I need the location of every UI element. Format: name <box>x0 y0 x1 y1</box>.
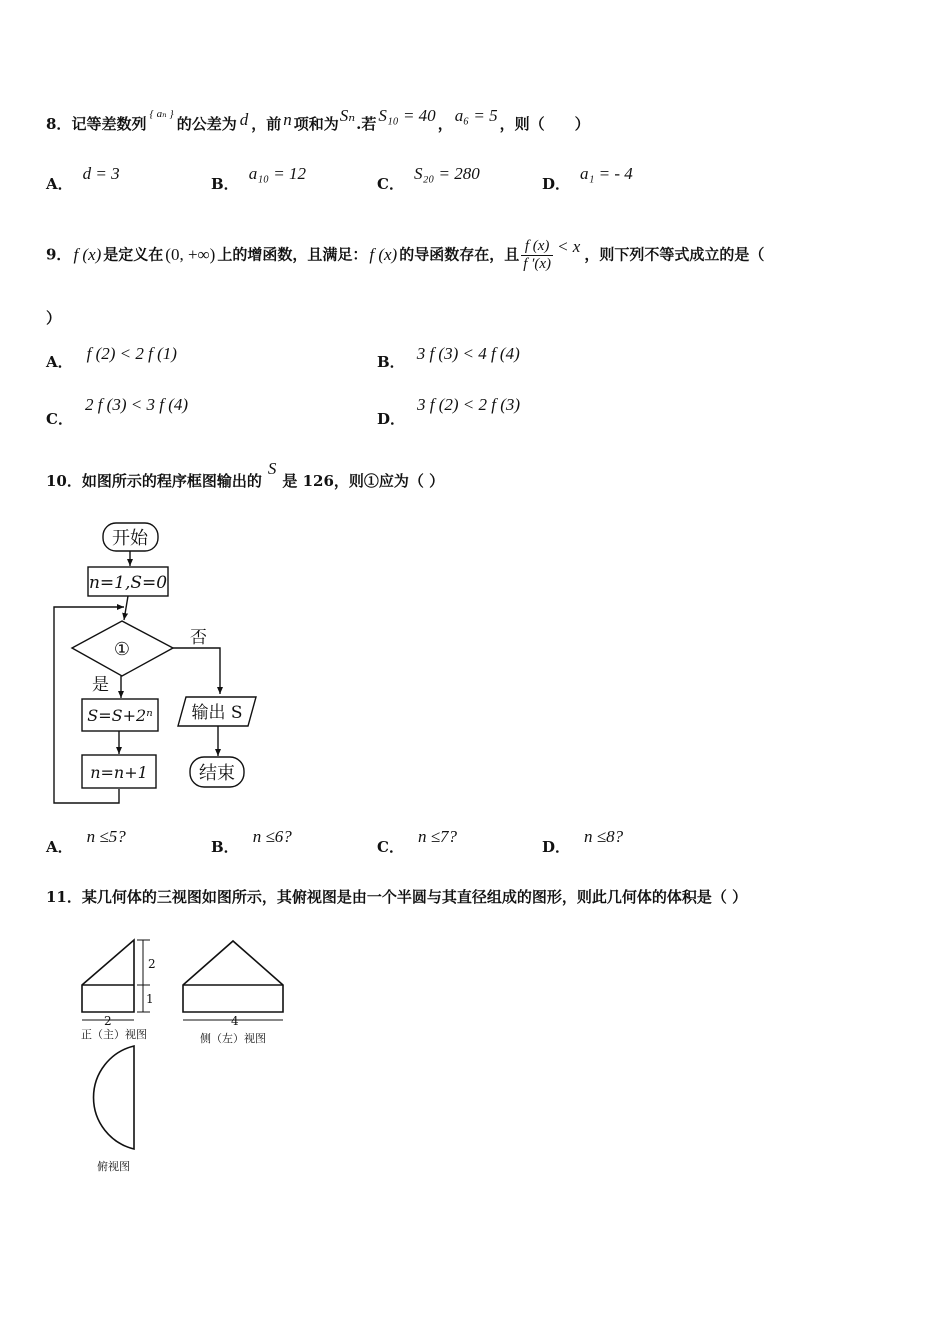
option-label: B． <box>211 838 239 856</box>
q8-n: n <box>283 110 292 129</box>
flow-end-label: 结束 <box>199 763 235 784</box>
q10-options <box>46 826 866 856</box>
option-value: 3 f (2) < 2 f (3) <box>417 395 521 414</box>
q9-text-3: 的导函数存在，且 <box>399 245 520 264</box>
option-label: C． <box>377 838 404 856</box>
q9-lt-x: < x <box>557 236 581 256</box>
q8-text-4: 项和为 <box>293 115 339 133</box>
dim-4-horizontal: 4 <box>231 1014 239 1028</box>
top-view-semicircle <box>94 1046 134 1149</box>
q10-option-c[interactable] <box>377 826 458 856</box>
q9-text-2: 上的增函数，且满足： <box>217 245 368 264</box>
flow-output-label: 输出 S <box>191 703 243 723</box>
option-value: 2 f (3) < 3 f (4) <box>84 395 189 414</box>
option-value: n ≤6? <box>252 827 292 846</box>
flow-step1-label: S=S+2ⁿ <box>87 706 153 725</box>
question-11-stem <box>46 886 747 907</box>
dim-2-vertical: 2 <box>148 957 156 971</box>
q11-number: 11． <box>46 888 82 906</box>
q8-cond2: a₆ = 5 <box>454 106 498 125</box>
q8-cond1: S₁₀ = 40 <box>378 106 436 125</box>
option-label: D． <box>542 838 571 856</box>
flow-no-branch <box>173 648 220 694</box>
side-view-label: 侧（左）视图 <box>200 1032 266 1045</box>
option-value: a₁₀ = 12 <box>248 164 306 183</box>
option-label: B． <box>211 175 239 193</box>
option-label: C． <box>46 410 73 428</box>
option-value: n ≤7? <box>417 827 458 846</box>
fraction-numerator: f (x) <box>521 238 553 256</box>
q8-text-1: 记等差数列 <box>71 115 147 133</box>
front-view-shape <box>82 940 134 1012</box>
option-value: n ≤5? <box>86 827 126 846</box>
q9-fx2: f (x) <box>369 244 398 264</box>
q8-comma: ， <box>437 115 453 133</box>
q8-text-3: ，前 <box>251 115 282 133</box>
top-view-label: 俯视图 <box>97 1160 130 1173</box>
option-label: D． <box>377 410 406 428</box>
option-label: B． <box>377 353 405 371</box>
q8-text-2: 的公差为 <box>176 115 237 133</box>
q8-text-5: .若 <box>356 115 377 133</box>
q8-d: d <box>239 110 249 129</box>
flow-init-label: n=1,S=0 <box>88 573 168 593</box>
option-label: D． <box>542 175 571 193</box>
q10-number: 10． <box>46 472 82 490</box>
q9-text-4: ，则下列不等式成立的是（ <box>584 245 765 264</box>
option-label: A． <box>46 175 73 193</box>
flow-no-label: 否 <box>190 628 207 648</box>
front-view-label: 正（主）视图 <box>81 1028 147 1041</box>
option-label: C． <box>377 175 404 193</box>
flow-start-label: 开始 <box>112 528 148 549</box>
option-value: 3 f (3) < 4 f (4) <box>416 344 520 363</box>
q10-text-2: 是 126，则①应为（ ） <box>282 472 445 490</box>
q10-text-1: 如图所示的程序框图输出的 <box>81 472 262 490</box>
q9-close-paren: ） <box>46 309 62 327</box>
flow-arrow <box>124 596 128 620</box>
q10-option-a[interactable] <box>46 826 126 856</box>
q9-number: 9． <box>46 245 72 264</box>
dim-2-horizontal: 2 <box>104 1014 112 1028</box>
option-value: d = 3 <box>82 164 120 183</box>
q10-option-b[interactable] <box>211 826 292 856</box>
flow-yes-label: 是 <box>92 675 109 695</box>
dim-1-vertical: 1 <box>146 992 154 1006</box>
q9-domain: (0, +∞) <box>165 244 216 264</box>
q10-S: S <box>267 459 277 478</box>
option-value: a₁ = - 4 <box>580 164 633 183</box>
q9-fx: f (x) <box>73 244 102 264</box>
flow-step2-label: n=n+1 <box>90 763 148 782</box>
option-value: f (2) < 2 f (1) <box>86 344 177 363</box>
q8-Sn: Sₙ <box>339 106 356 125</box>
q8-seq: { aₙ } <box>149 108 174 120</box>
option-value: n ≤8? <box>584 827 624 846</box>
flow-condition-label: ① <box>113 639 131 660</box>
option-label: A． <box>46 838 73 856</box>
q11-text: 某几何体的三视图如图所示，其俯视图是由一个半圆与其直径组成的图形，则此几何体的体积是（ ） <box>81 888 748 906</box>
q8-text-6: ，则（ ） <box>499 115 590 133</box>
q8-number: 8． <box>46 115 72 133</box>
side-view-shape <box>183 941 283 1012</box>
fraction-denominator: f ′(x) <box>523 256 552 272</box>
option-value: S₂₀ = 280 <box>413 164 480 183</box>
q10-option-d[interactable] <box>542 826 624 856</box>
option-label: A． <box>46 353 73 371</box>
q9-text-1: 是定义在 <box>103 245 164 264</box>
